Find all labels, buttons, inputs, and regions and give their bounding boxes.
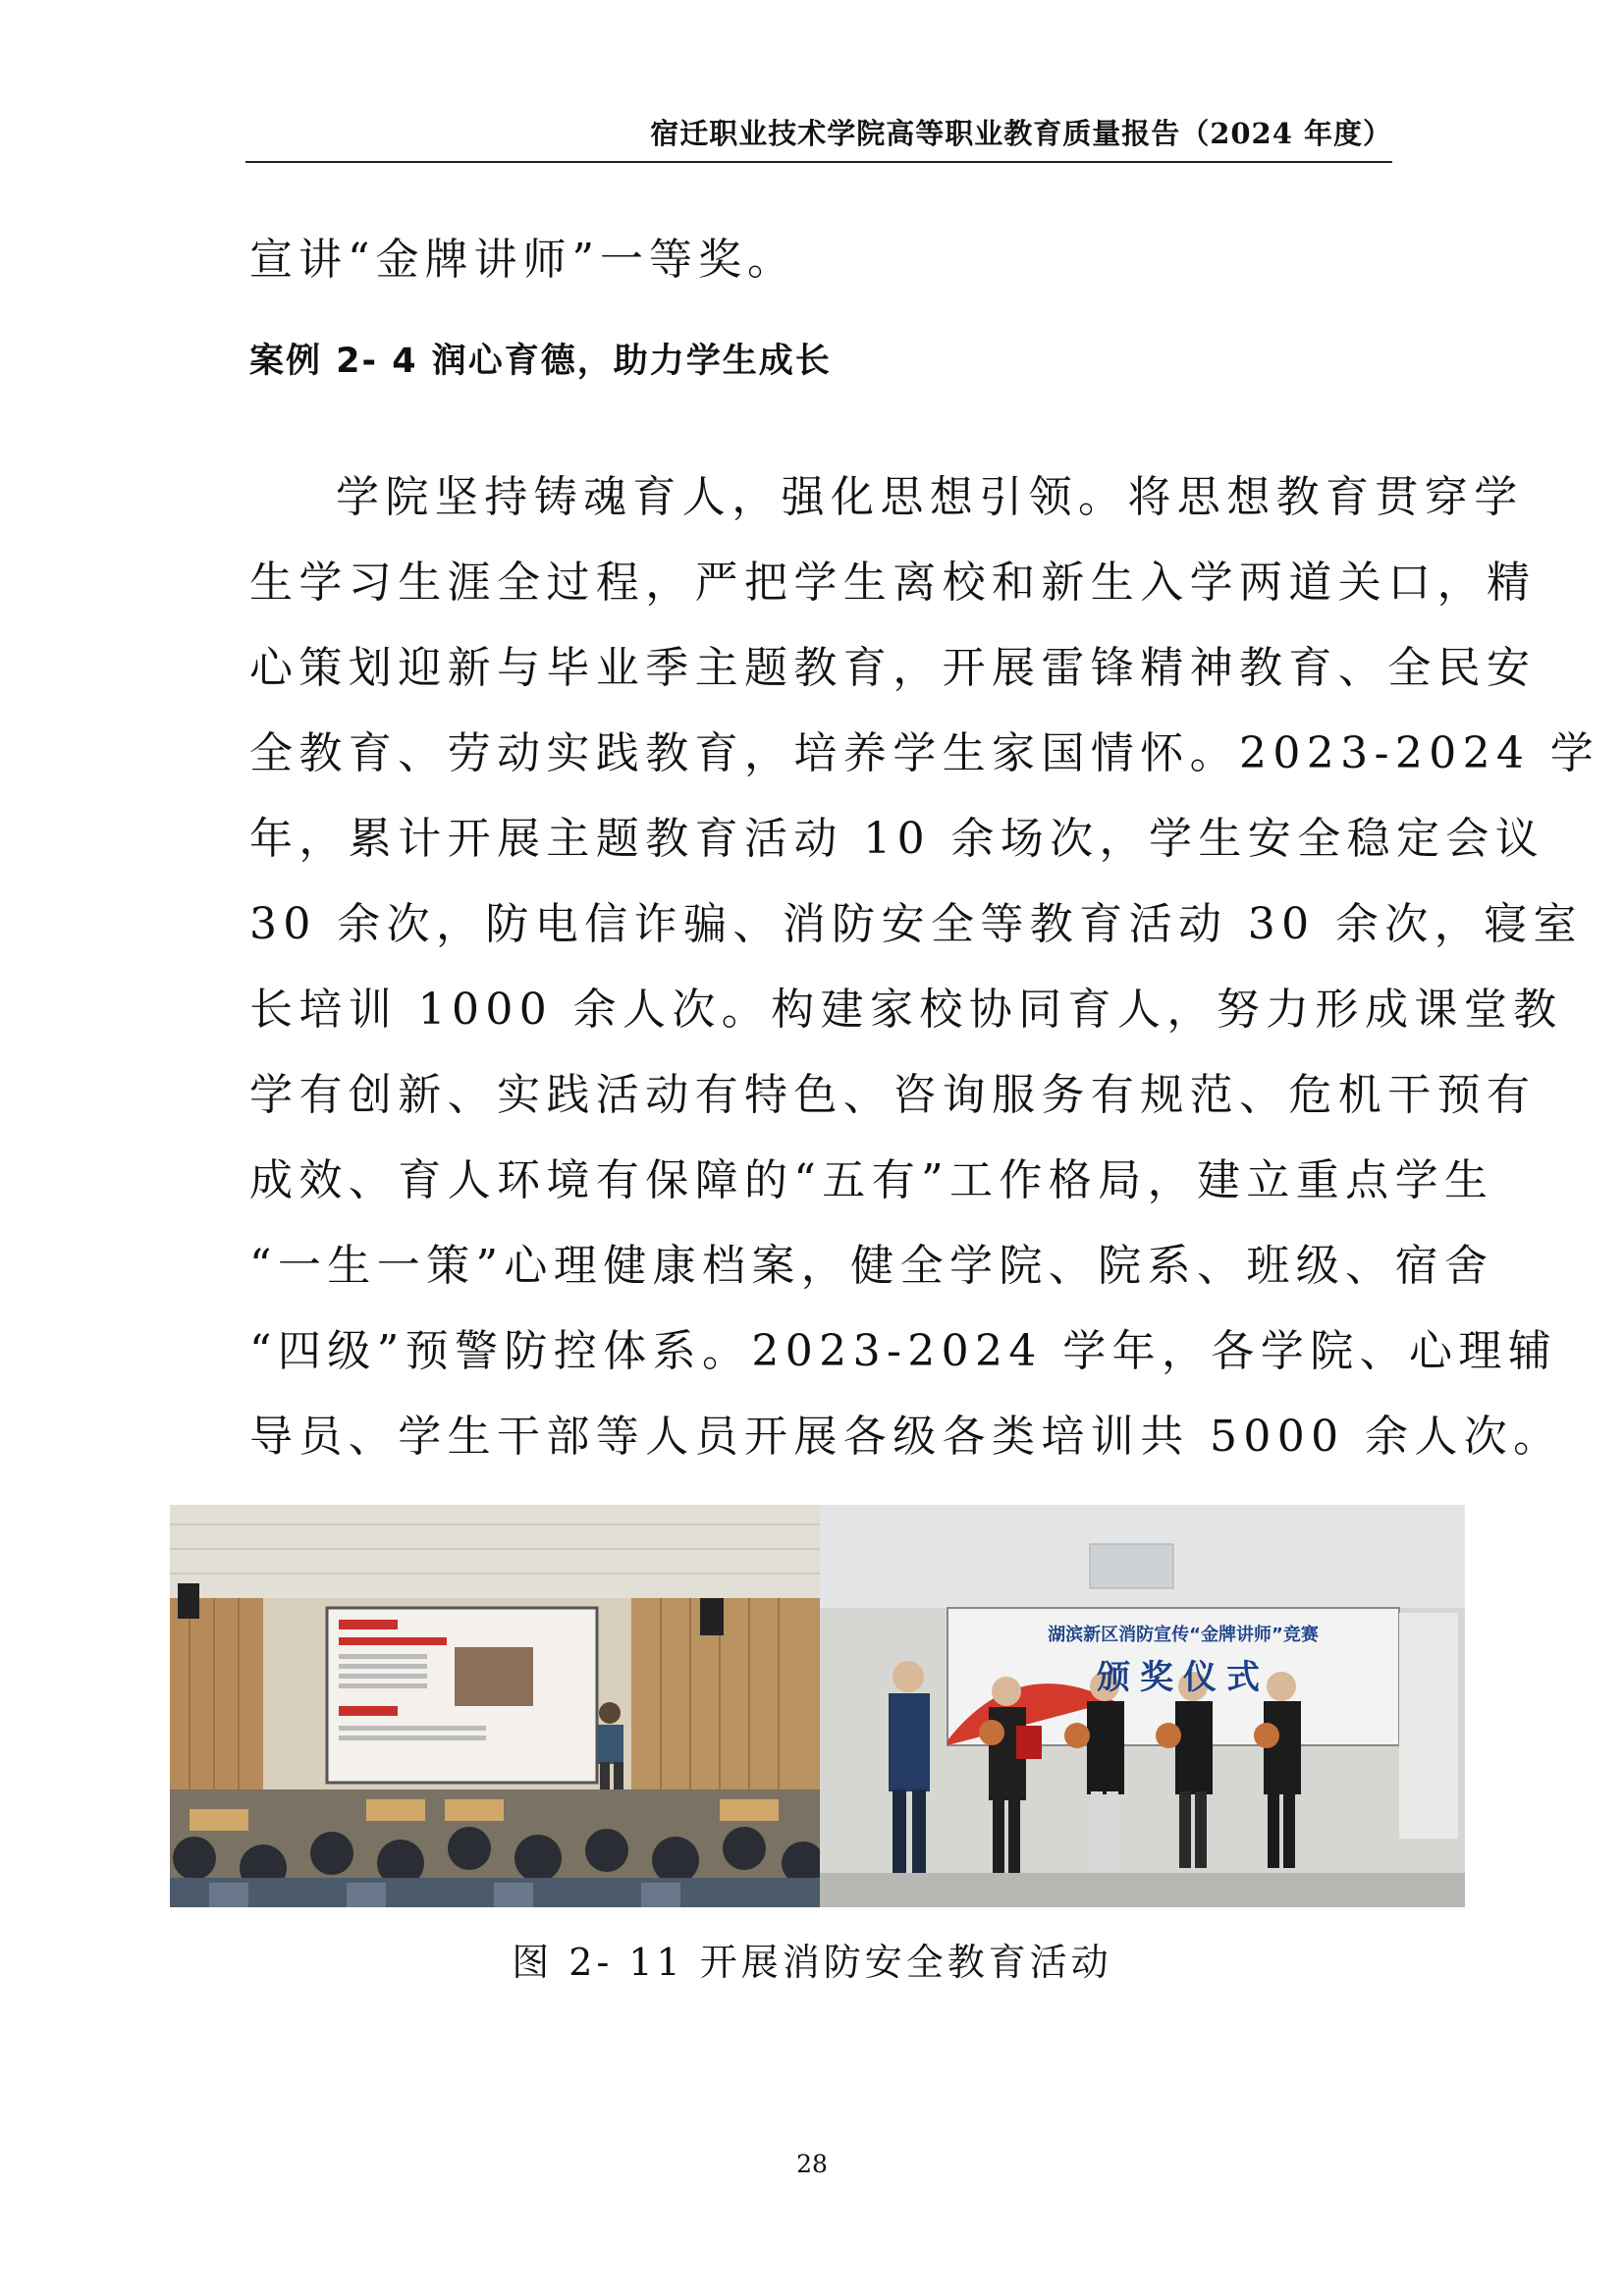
paragraph-line: 长培训 1000 余人次。构建家校协同育人，努力形成课堂教	[249, 985, 1563, 1035]
page-header: 宿迁职业技术学院高等职业教育质量报告（2024 年度）	[650, 117, 1392, 150]
paragraph-line: 全教育、劳动实践教育，培养学生家国情怀。2023-2024 学	[249, 728, 1600, 778]
paragraph-line: “一生一策”心理健康档案，健全学院、院系、班级、宿舍	[249, 1241, 1494, 1291]
paragraph-line: 年，累计开展主题教育活动 10 余场次，学生安全稳定会议	[249, 814, 1545, 864]
banner-subtitle: 颁奖仪式	[1097, 1658, 1270, 1697]
paragraph-line: 心策划迎新与毕业季主题教育，开展雷锋精神教育、全民安	[249, 643, 1537, 693]
case-heading: 案例 2- 4 润心育德，助力学生成长	[249, 342, 832, 381]
body-paragraph	[249, 454, 1600, 1479]
paragraph-line: 30 余次，防电信诈骗、消防安全等教育活动 30 余次，寝室	[249, 899, 1583, 949]
paragraph-line: 成效、育人环境有保障的“五有”工作格局，建立重点学生	[249, 1155, 1494, 1205]
paragraph-line: 学有创新、实践活动有特色、咨询服务有规范、危机干预有	[249, 1070, 1537, 1120]
banner-title: 湖滨新区消防宣传“金牌讲师”竞赛	[1048, 1625, 1319, 1645]
lecture-hall-photo	[170, 1505, 820, 1907]
page-number: 28	[796, 2150, 828, 2178]
figure-caption: 图 2- 11 开展消防安全教育活动	[512, 1941, 1112, 1984]
award-ceremony-photo	[820, 1505, 1465, 1907]
paragraph-line: “四级”预警防控体系。2023-2024 学年，各学院、心理辅	[249, 1326, 1558, 1376]
figure-photos	[170, 1505, 1465, 1907]
header-divider	[245, 161, 1392, 163]
paragraph-line: 导员、学生干部等人员开展各级各类培训共 5000 余人次。	[249, 1412, 1563, 1462]
continuation-line: 宣讲“金牌讲师”一等奖。	[249, 235, 796, 285]
paragraph-line: 生学习生涯全过程，严把学生离校和新生入学两道关口，精	[249, 558, 1537, 608]
paragraph-line: 学院坚持铸魂育人，强化思想引领。将思想教育贯穿学	[336, 472, 1524, 522]
